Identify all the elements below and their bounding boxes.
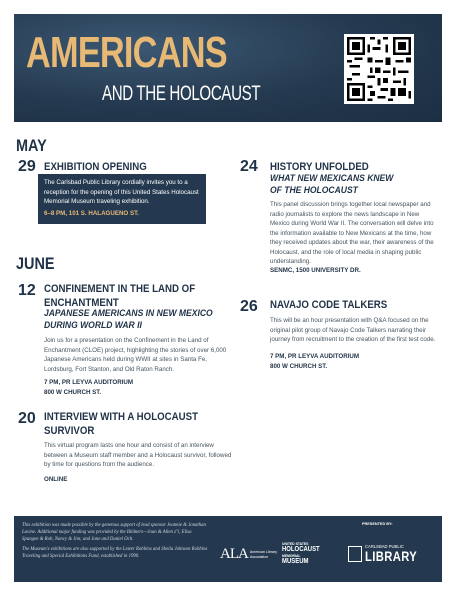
event-location: SENMC, 1500 UNIVERSITY DR.	[270, 267, 361, 274]
ala-logo-mark: ALA	[220, 546, 248, 562]
event-description: This will be an hour presentation with Q&A focused on the original pilot group of Navajo Code Talkers narrating their journey from recruitment to the creation of the first test code.	[270, 317, 436, 343]
event-address: 800 W CHURCH ST.	[44, 388, 102, 396]
event-description: Join us for a presentation on the Confinement in the Land of Enchantment (CLOE) project, highlighting the stories of over 6,000 Japanese Americans held during WWII at sites in Santa Fe, Lordsburg, Fort Stanton, and Old Raton Ranch.	[44, 337, 227, 373]
event-subtitle: JAPANESE AMERICANS IN NEW MEXICO DURING WORLD WAR II	[44, 308, 213, 331]
exhibit-title: AMERICANS	[26, 28, 227, 77]
event-description: The Carlsbad Public Library cordially invites you to a reception for the opening of this United States Holocaust Memorial Museum traveling exhibition.	[44, 179, 199, 205]
ala-logo-name: American Library Association	[249, 550, 277, 559]
event-time-venue: 7 PM, PR LEYVA AUDITORIUM	[44, 379, 134, 386]
event-description: This panel discussion brings together local newspaper and radio journalists to explore the news landscape in New Mexico during World War II. The conversation will delve into the information available to New Mexicans at the time, how they received updates about the war, their awareness of the Holocaust, and the role of local media in shaping public understanding.	[270, 201, 434, 265]
library-building-icon	[348, 546, 362, 562]
event-address: 800 W CHURCH ST.	[270, 362, 328, 370]
event-day: 24	[240, 158, 258, 175]
event-day: 29	[18, 158, 36, 175]
event-location: ONLINE	[44, 476, 68, 483]
event-title: EXHIBITION OPENING	[44, 161, 147, 173]
footer-sponsors	[14, 516, 442, 582]
ushmm-line: MUSEUM	[282, 557, 309, 565]
sponsor-credits	[22, 522, 208, 563]
month-heading-may: MAY	[16, 136, 47, 155]
library-logo	[348, 544, 430, 563]
event-description: This virtual program lasts one hour and consist of an interview between a Museum staff member and a Holocaust survivor, followed by time for questions from the audience.	[44, 442, 232, 468]
library-logo-big: LIBRARY	[365, 548, 418, 564]
exhibit-subtitle: AND THE HOLOCAUST	[102, 82, 261, 105]
ushmm-line: MEMORIAL	[282, 553, 301, 558]
ala-logo	[220, 546, 280, 563]
ushmm-logo	[282, 542, 342, 565]
event-title: HISTORY UNFOLDED	[270, 161, 369, 173]
presented-by-label: PRESENTED BY:	[362, 522, 393, 526]
event-time-location: 6–8 PM, 101 S. HALAGUENO ST.	[44, 209, 139, 217]
event-subtitle: WHAT NEW MEXICANS KNEW OF THE HOLOCAUST	[270, 173, 394, 196]
library-logo-small: CARLSBAD PUBLIC	[365, 544, 404, 549]
qr-code-icon[interactable]	[344, 34, 414, 104]
event-title: NAVAJO CODE TALKERS	[270, 299, 388, 311]
event-time-venue: 7 PM, PR LEYVA AUDITORIUM	[270, 353, 360, 360]
event-day: 26	[240, 298, 258, 315]
ushmm-line: HOLOCAUST	[282, 546, 320, 553]
sponsor-credit: This exhibition was made possible by the generous support of lead sponsor Jeannie & Jonathan Lavine. Additional major funding was provided by the Bildners—Joan & Allen z"l, Elisa Spungen & Rob, Nancy & Jim; and Jane and Daniel Och.	[22, 523, 206, 542]
header-banner	[14, 14, 442, 122]
event-title: CONFINEMENT IN THE LAND OF ENCHANTMENT	[44, 283, 196, 309]
event-title: INTERVIEW WITH A HOLOCAUST SURVIVOR	[44, 411, 198, 437]
event-detail-popup	[38, 174, 206, 224]
sponsor-credit: The Museum's exhibitions are also supported by the Lester Robbins and Sheila Johnson Robbins Traveling and Special Exhibitions Fund, established in 1990.	[22, 547, 208, 559]
event-location	[44, 378, 230, 397]
ushmm-line: UNITED STATES	[282, 542, 309, 546]
event-location	[270, 352, 438, 371]
event-day: 20	[18, 410, 36, 427]
month-heading-june: JUNE	[16, 254, 55, 273]
event-day: 12	[18, 282, 36, 299]
